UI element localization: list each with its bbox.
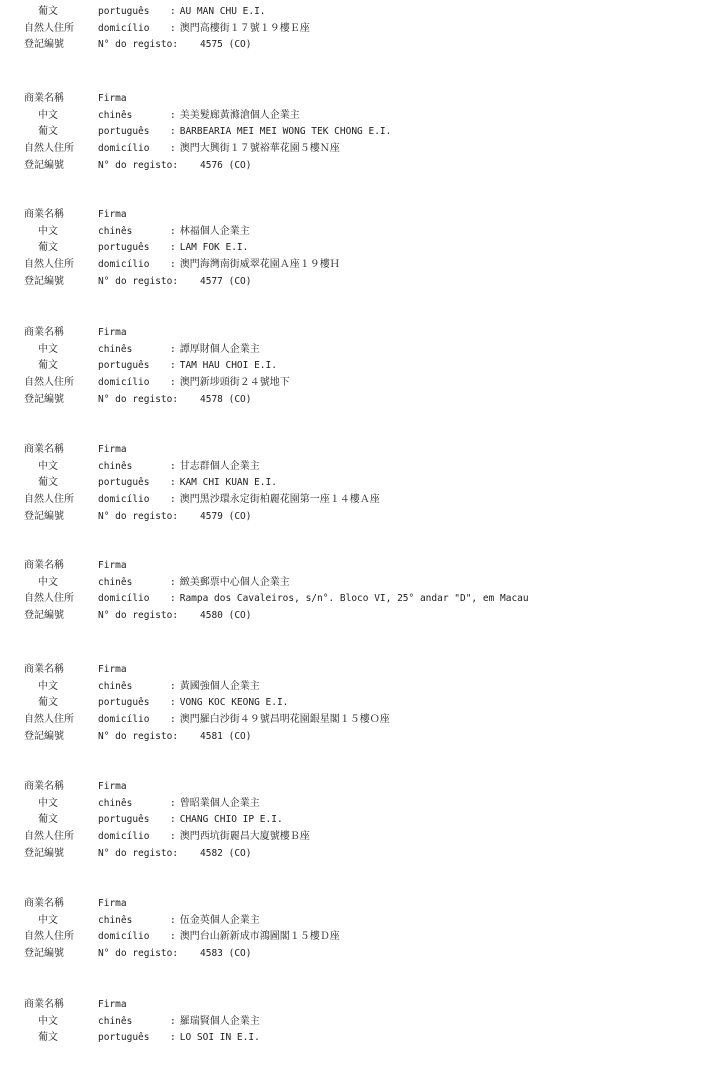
domicile-row-label-pt: domicílio <box>98 143 150 155</box>
registration-label-pt: N° do registo: <box>98 610 179 622</box>
domicile-row-value <box>170 141 340 158</box>
portuguese-name-row-text: KAM CHI KUAN E.I. <box>179 477 277 489</box>
firm-row-label-pt: Firma <box>98 781 127 792</box>
registration-label-cn: 登記編號 <box>24 948 64 960</box>
portuguese-name-row-label-cn: 葡文 <box>38 1032 58 1044</box>
chinese-name-row-label-cn: 中文 <box>38 343 58 355</box>
field-colon: : <box>170 576 176 588</box>
domicile-row <box>24 929 704 946</box>
domicile-row <box>24 257 704 274</box>
domicile-row-label-cn: 自然人住所 <box>24 931 74 943</box>
registry-entry <box>24 442 704 525</box>
portuguese-name-row-label-pt: português <box>98 477 150 489</box>
chinese-name-row-text: 曾昭業個人企業主 <box>179 797 260 809</box>
domicile-row <box>24 141 704 158</box>
domicile-row <box>24 21 704 38</box>
field-colon: : <box>170 143 176 155</box>
registry-entry <box>24 207 704 290</box>
registration-row <box>24 729 704 746</box>
domicile-row-label-cn: 自然人住所 <box>24 494 74 506</box>
portuguese-name-row <box>24 1030 704 1047</box>
registration-label-pt: N° do registo: <box>98 730 179 742</box>
portuguese-name-row-text: VONG KOC KEONG E.I. <box>179 697 289 709</box>
chinese-name-row-value <box>170 575 290 592</box>
firm-row <box>24 325 704 342</box>
chinese-name-row-label-cn: 中文 <box>38 576 58 588</box>
registration-number: 4577 (CO) <box>200 275 252 287</box>
chinese-name-row <box>24 1014 704 1031</box>
chinese-name-row <box>24 459 704 476</box>
portuguese-name-row-label-cn: 葡文 <box>38 126 58 138</box>
field-colon: : <box>170 360 176 372</box>
firm-row-label-pt: Firma <box>98 898 127 909</box>
chinese-name-row <box>24 679 704 696</box>
field-colon: : <box>170 6 176 17</box>
portuguese-name-row <box>24 240 704 257</box>
portuguese-name-row-label-cn: 葡文 <box>38 360 58 372</box>
registration-label-cn: 登記編號 <box>24 610 64 622</box>
firm-row-label-pt: Firma <box>98 999 127 1010</box>
registration-row <box>24 158 704 175</box>
chinese-name-row-text: 緻美郵票中心個人企業主 <box>179 576 290 588</box>
chinese-name-row-value <box>170 679 260 696</box>
domicile-row-label-pt: domicílio <box>98 593 150 605</box>
firm-row-label-cn: 商業名稱 <box>24 560 64 571</box>
field-colon: : <box>170 109 176 121</box>
chinese-name-row-label-cn: 中文 <box>38 109 58 121</box>
chinese-name-row-text: 林福個人企業主 <box>179 225 250 237</box>
portuguese-name-row <box>24 812 704 829</box>
portuguese-name-row-label-pt: português <box>98 360 150 372</box>
field-colon: : <box>170 494 176 506</box>
registration-row <box>24 608 704 625</box>
domicile-row <box>24 591 704 608</box>
domicile-row-value <box>170 591 529 608</box>
chinese-name-row-label-pt: chinês <box>98 109 133 121</box>
field-colon: : <box>170 126 176 138</box>
firm-row-label-cn: 商業名稱 <box>24 209 64 220</box>
domicile-row <box>24 492 704 509</box>
firm-row <box>24 779 704 796</box>
firm-row <box>24 207 704 224</box>
portuguese-name-row-label-cn: 葡文 <box>38 697 58 709</box>
domicile-row-value <box>170 829 310 846</box>
chinese-name-row-label-pt: chinês <box>98 460 133 472</box>
registry-entry <box>24 4 704 54</box>
chinese-name-row-label-cn: 中文 <box>38 797 58 809</box>
portuguese-name-row-text: LAM FOK E.I. <box>179 242 249 254</box>
registry-entry <box>24 558 704 625</box>
field-colon: : <box>170 1015 176 1027</box>
chinese-name-row <box>24 796 704 813</box>
field-colon: : <box>170 931 176 943</box>
domicile-row-label-pt: domicílio <box>98 494 150 506</box>
registry-entry <box>24 662 704 745</box>
registration-number: 4580 (CO) <box>200 610 252 622</box>
registration-label-cn: 登記編號 <box>24 159 64 171</box>
portuguese-name-row-value <box>170 124 391 141</box>
chinese-name-row <box>24 913 704 930</box>
domicile-row-text: 澳門台山新新成市鴻圖閣１５樓Ｄ座 <box>179 931 340 943</box>
firm-row-label-cn: 商業名稱 <box>24 781 64 792</box>
chinese-name-row-label-pt: chinês <box>98 680 133 692</box>
firm-row-label-cn: 商業名稱 <box>24 93 64 104</box>
registration-row <box>24 846 704 863</box>
chinese-name-row-label-pt: chinês <box>98 1015 133 1027</box>
domicile-row-label-pt: domicílio <box>98 714 150 726</box>
domicile-row-value <box>170 492 380 509</box>
registry-entry <box>24 325 704 408</box>
registration-label-cn: 登記編號 <box>24 847 64 859</box>
portuguese-name-row <box>24 475 704 492</box>
portuguese-name-row-value <box>170 475 277 492</box>
registry-entry <box>24 91 704 174</box>
domicile-row-value <box>170 21 310 38</box>
portuguese-name-row-label-pt: português <box>98 6 150 17</box>
field-colon: : <box>170 225 176 237</box>
chinese-name-row-value <box>170 108 300 125</box>
portuguese-name-row-value <box>170 695 288 712</box>
field-colon: : <box>170 697 176 709</box>
chinese-name-row-label-pt: chinês <box>98 343 133 355</box>
chinese-name-row-label-pt: chinês <box>98 914 133 926</box>
chinese-name-row-label-pt: chinês <box>98 576 133 588</box>
portuguese-name-row-label-cn: 葡文 <box>38 6 58 17</box>
registration-label-cn: 登記編號 <box>24 730 64 742</box>
portuguese-name-row-label-cn: 葡文 <box>38 477 58 489</box>
chinese-name-row-label-cn: 中文 <box>38 225 58 237</box>
chinese-name-row-text: 甘志群個人企業主 <box>179 460 260 472</box>
registration-number: 4583 (CO) <box>200 948 252 960</box>
chinese-name-row <box>24 342 704 359</box>
registration-label-pt: N° do registo: <box>98 39 179 51</box>
firm-row-label-cn: 商業名稱 <box>24 999 64 1010</box>
field-colon: : <box>170 914 176 926</box>
firm-row-label-cn: 商業名稱 <box>24 444 64 455</box>
domicile-row-label-pt: domicílio <box>98 931 150 943</box>
field-colon: : <box>170 22 176 34</box>
firm-row <box>24 896 704 913</box>
registry-entry <box>24 997 704 1047</box>
field-colon: : <box>170 680 176 692</box>
portuguese-name-row <box>24 124 704 141</box>
portuguese-name-row-value <box>170 812 283 829</box>
chinese-name-row-value <box>170 459 260 476</box>
domicile-row-label-cn: 自然人住所 <box>24 22 74 34</box>
domicile-row-text: 澳門羅白沙街４９號昌明花園銀星閣１５樓Ｏ座 <box>179 714 390 726</box>
firm-row <box>24 558 704 575</box>
portuguese-name-row-text: AU MAN CHU E.I. <box>179 6 266 17</box>
firm-row <box>24 997 704 1014</box>
firm-row-label-cn: 商業名稱 <box>24 664 64 675</box>
field-colon: : <box>170 814 176 826</box>
portuguese-name-row-label-pt: português <box>98 1032 150 1044</box>
field-colon: : <box>170 259 176 271</box>
domicile-row-text: Rampa dos Cavaleiros, s/n°. Bloco VI, 25° andar "D", em Macau <box>179 593 529 605</box>
firm-row <box>24 442 704 459</box>
domicile-row-label-pt: domicílio <box>98 259 150 271</box>
field-colon: : <box>170 593 176 605</box>
domicile-row-text: 澳門大興街１７號裕華花園５樓Ｎ座 <box>179 143 340 155</box>
domicile-row-value <box>170 712 390 729</box>
domicile-row-value <box>170 929 340 946</box>
portuguese-name-row-value <box>170 4 266 21</box>
portuguese-name-row-label-pt: português <box>98 814 150 826</box>
registration-number: 4581 (CO) <box>200 730 252 742</box>
portuguese-name-row-text: TAM HAU CHOI E.I. <box>179 360 277 372</box>
portuguese-name-row-value <box>170 240 248 257</box>
firm-row-label-pt: Firma <box>98 444 127 455</box>
registration-row <box>24 392 704 409</box>
chinese-name-row <box>24 224 704 241</box>
registration-row <box>24 37 704 54</box>
chinese-name-row-label-pt: chinês <box>98 797 133 809</box>
chinese-name-row-value <box>170 1014 260 1031</box>
chinese-name-row <box>24 575 704 592</box>
registration-label-pt: N° do registo: <box>98 275 179 287</box>
field-colon: : <box>170 343 176 355</box>
chinese-name-row-text: 譚厚財個人企業主 <box>179 343 260 355</box>
portuguese-name-row-label-cn: 葡文 <box>38 242 58 254</box>
portuguese-name-row-text: LO SOI IN E.I. <box>179 1032 260 1044</box>
firm-row-label-pt: Firma <box>98 327 127 338</box>
portuguese-name-row-label-pt: português <box>98 126 150 138</box>
firm-row-label-pt: Firma <box>98 664 127 675</box>
field-colon: : <box>170 460 176 472</box>
domicile-row-value <box>170 257 340 274</box>
registration-label-pt: N° do registo: <box>98 847 179 859</box>
registration-label-pt: N° do registo: <box>98 510 179 522</box>
chinese-name-row-text: 伍金英個人企業主 <box>179 914 260 926</box>
chinese-name-row <box>24 108 704 125</box>
firm-row-label-pt: Firma <box>98 93 127 104</box>
registration-label-pt: N° do registo: <box>98 159 179 171</box>
domicile-row-label-pt: domicílio <box>98 22 150 34</box>
portuguese-name-row-text: BARBEARIA MEI MEI WONG TEK CHONG E.I. <box>179 126 392 138</box>
chinese-name-row-value <box>170 224 250 241</box>
domicile-row-label-cn: 自然人住所 <box>24 593 74 605</box>
domicile-row-label-cn: 自然人住所 <box>24 143 74 155</box>
registration-row <box>24 946 704 963</box>
registration-label-cn: 登記編號 <box>24 39 64 51</box>
field-colon: : <box>170 377 176 389</box>
registration-number: 4575 (CO) <box>200 39 252 51</box>
chinese-name-row-value <box>170 342 260 359</box>
domicile-row-text: 澳門黑沙環永定街柏麗花園第一座１４樓Ａ座 <box>179 494 380 506</box>
domicile-row-text: 澳門西坑街麗昌大廈號樓Ｂ座 <box>179 831 310 843</box>
firm-row-label-cn: 商業名稱 <box>24 898 64 909</box>
portuguese-name-row-label-cn: 葡文 <box>38 814 58 826</box>
chinese-name-row-text: 美美髮廊黃滌滄個人企業主 <box>179 109 300 121</box>
domicile-row-label-cn: 自然人住所 <box>24 831 74 843</box>
registration-row <box>24 274 704 291</box>
portuguese-name-row <box>24 4 704 21</box>
portuguese-name-row-value <box>170 358 277 375</box>
portuguese-name-row-label-pt: português <box>98 697 150 709</box>
domicile-row-label-cn: 自然人住所 <box>24 714 74 726</box>
registry-entry <box>24 779 704 862</box>
domicile-row-label-pt: domicílio <box>98 377 150 389</box>
chinese-name-row-label-cn: 中文 <box>38 460 58 472</box>
registration-label-cn: 登記編號 <box>24 510 64 522</box>
registration-number: 4576 (CO) <box>200 159 252 171</box>
chinese-name-row-label-pt: chinês <box>98 225 133 237</box>
chinese-name-row-label-cn: 中文 <box>38 914 58 926</box>
domicile-row-text: 澳門高樓街１７號１９樓Ｅ座 <box>179 22 310 34</box>
chinese-name-row-label-cn: 中文 <box>38 680 58 692</box>
registration-number: 4582 (CO) <box>200 847 252 859</box>
domicile-row-value <box>170 375 290 392</box>
domicile-row-label-cn: 自然人住所 <box>24 259 74 271</box>
domicile-row-text: 澳門海灣南街威翠花園Ａ座１９樓Ｈ <box>179 259 340 271</box>
domicile-row <box>24 712 704 729</box>
field-colon: : <box>170 242 176 254</box>
registration-label-pt: N° do registo: <box>98 948 179 960</box>
field-colon: : <box>170 1032 176 1044</box>
chinese-name-row-text: 羅瑞賢個人企業主 <box>179 1015 260 1027</box>
domicile-row-text: 澳門新埗頭街２４號地下 <box>179 377 290 389</box>
domicile-row <box>24 375 704 392</box>
registration-label-pt: N° do registo: <box>98 393 179 405</box>
portuguese-name-row <box>24 358 704 375</box>
domicile-row-label-pt: domicílio <box>98 831 150 843</box>
firm-row <box>24 662 704 679</box>
portuguese-name-row <box>24 695 704 712</box>
portuguese-name-row-text: CHANG CHIO IP E.I. <box>179 814 283 826</box>
chinese-name-row-label-cn: 中文 <box>38 1015 58 1027</box>
field-colon: : <box>170 477 176 489</box>
registration-label-cn: 登記編號 <box>24 275 64 287</box>
domicile-row-label-cn: 自然人住所 <box>24 377 74 389</box>
firm-row-label-pt: Firma <box>98 209 127 220</box>
registration-number: 4579 (CO) <box>200 510 252 522</box>
field-colon: : <box>170 831 176 843</box>
chinese-name-row-text: 黃國強個人企業主 <box>179 680 260 692</box>
chinese-name-row-value <box>170 796 260 813</box>
domicile-row <box>24 829 704 846</box>
registration-row <box>24 509 704 526</box>
firm-row-label-cn: 商業名稱 <box>24 327 64 338</box>
field-colon: : <box>170 797 176 809</box>
registry-entry <box>24 896 704 963</box>
registration-number: 4578 (CO) <box>200 393 252 405</box>
firm-row-label-pt: Firma <box>98 560 127 571</box>
portuguese-name-row-label-pt: português <box>98 242 150 254</box>
field-colon: : <box>170 714 176 726</box>
firm-row <box>24 91 704 108</box>
registration-label-cn: 登記編號 <box>24 393 64 405</box>
portuguese-name-row-value <box>170 1030 260 1047</box>
chinese-name-row-value <box>170 913 260 930</box>
